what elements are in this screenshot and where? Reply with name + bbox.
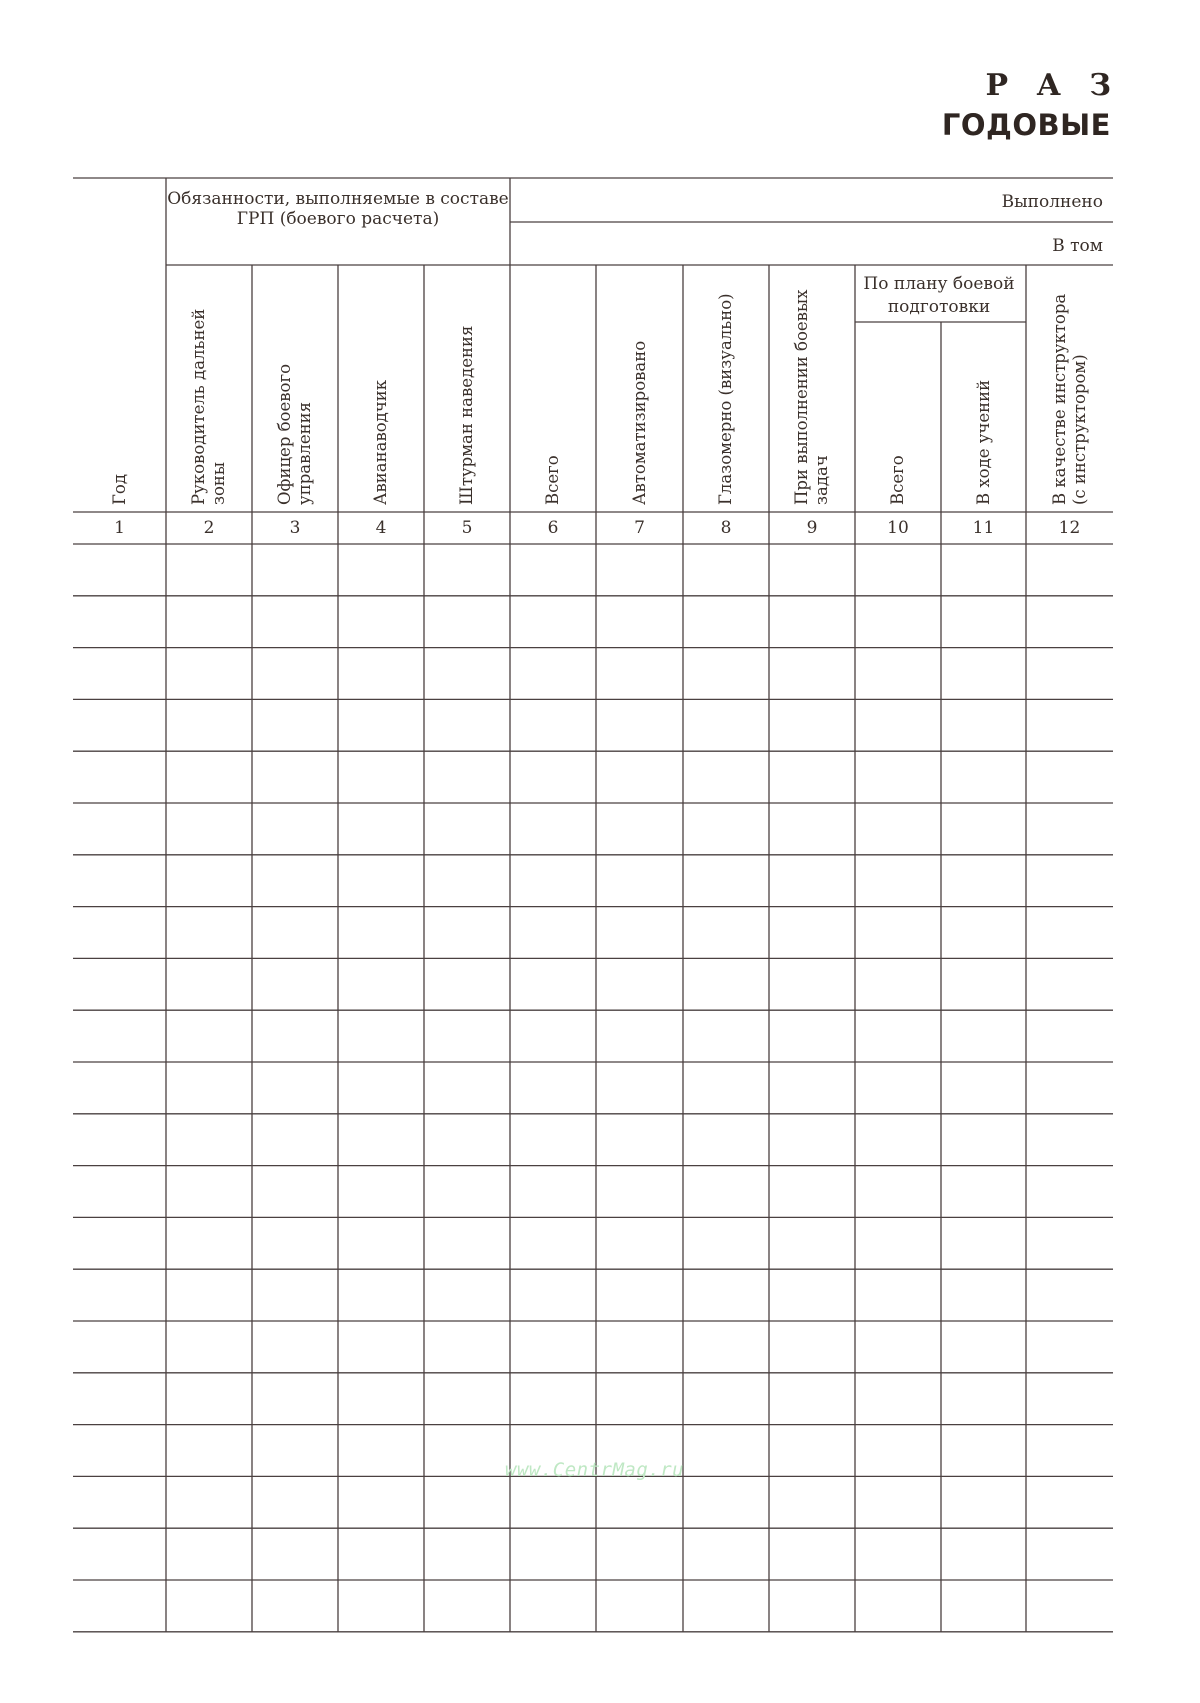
- column-number: 9: [806, 518, 818, 538]
- column-label-line1: Всего: [888, 455, 907, 505]
- column-label-12: [1050, 294, 1090, 505]
- header-including: В том: [1052, 236, 1103, 256]
- column-label-line1: В качестве инструктора: [1049, 293, 1069, 505]
- column-label-line2: задач: [812, 455, 831, 505]
- column-number: 6: [547, 518, 559, 538]
- column-label-line1: Год: [109, 473, 129, 505]
- column-label-8: [716, 293, 736, 505]
- column-label-line1: Всего: [543, 455, 562, 505]
- column-label-line2: (с инструктором): [1069, 354, 1089, 505]
- header-duties: Обязанности, выполняемые в составе ГРП (боевого расчета): [167, 189, 509, 229]
- column-number: 7: [634, 518, 645, 538]
- watermark: www.CentrMag.ru: [505, 1459, 685, 1481]
- header-done: Выполнено: [1001, 192, 1103, 212]
- column-number: 11: [972, 518, 995, 538]
- column-label-3: [275, 364, 315, 505]
- column-label-line1: В ходе учений: [973, 379, 993, 505]
- column-label-4: [371, 380, 391, 505]
- column-label-7: [630, 341, 650, 505]
- header-by-plan: По плану боевой подготовки: [863, 274, 1015, 317]
- column-label-line1: Автоматизировано: [629, 340, 649, 505]
- section-title: Р А З: [985, 68, 1120, 103]
- column-label-line1: Руководитель дальней: [189, 308, 208, 505]
- column-number: 4: [375, 518, 387, 538]
- column-label-1: [110, 474, 130, 505]
- column-label-6: [543, 455, 563, 505]
- column-number: 3: [289, 518, 301, 538]
- column-label-11: [974, 380, 994, 505]
- column-label-line2: управления: [295, 401, 314, 505]
- column-label-line1: Штурман наведения: [457, 325, 476, 505]
- column-label-5: [457, 326, 477, 505]
- column-label-line1: Офицер боевого: [275, 363, 294, 505]
- column-label-10: [888, 455, 908, 505]
- column-number: 5: [461, 518, 473, 538]
- section-subtitle: ГОДОВЫЕ: [941, 108, 1111, 142]
- column-number: 10: [887, 518, 909, 538]
- column-number: 12: [1058, 518, 1081, 538]
- column-label-line2: зоны: [209, 461, 228, 505]
- column-label-line1: При выполнении боевых: [792, 289, 811, 505]
- column-number: 1: [114, 518, 125, 538]
- column-label-9: [792, 290, 832, 505]
- column-number: 8: [720, 518, 732, 538]
- column-label-line1: Глазомерно (визуально): [716, 293, 735, 505]
- column-number: 2: [203, 518, 215, 538]
- column-label-line1: Авианаводчик: [371, 379, 390, 505]
- column-label-2: [189, 309, 229, 505]
